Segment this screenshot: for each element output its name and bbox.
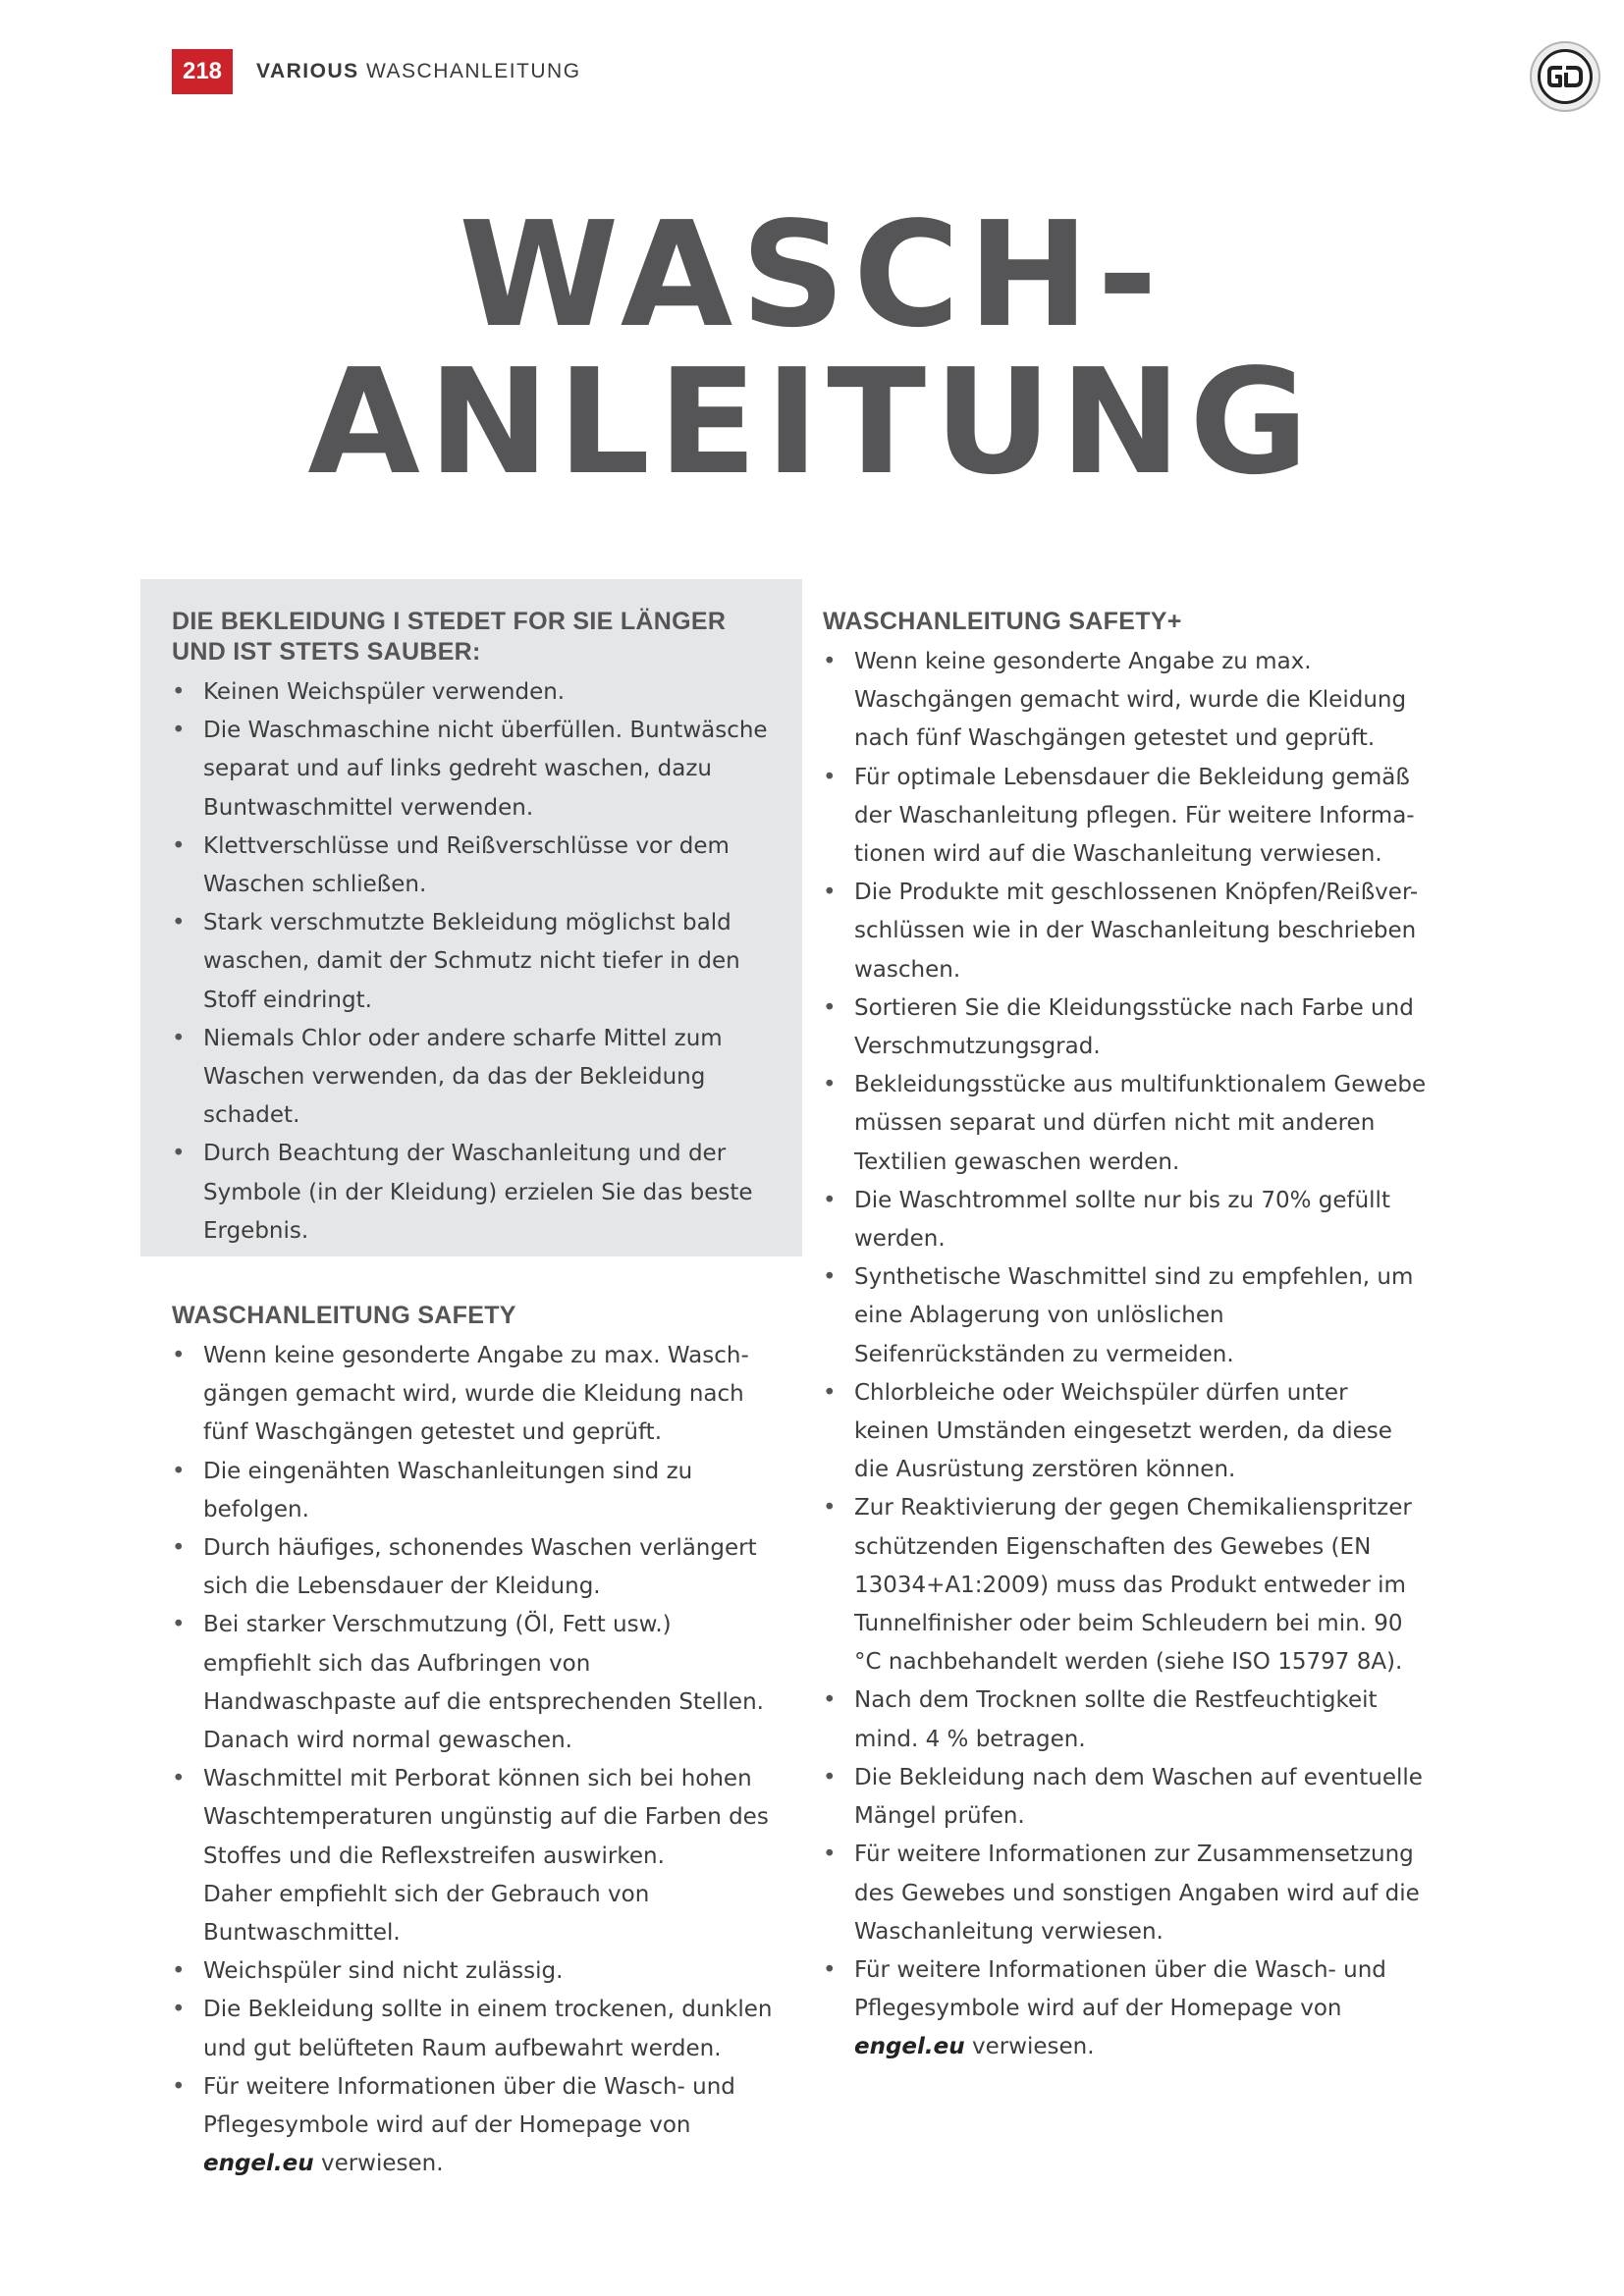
list-item: • Durch häufiges, schonendes Waschen verlängert sich die Lebensdauer der Kleidung.	[172, 1529, 785, 1606]
list-item: • Weichspüler sind nicht zulässig.	[172, 1952, 785, 1991]
logo-emblem-icon	[1538, 49, 1593, 104]
section-label-rest: WASCHANLEITUNG	[365, 60, 581, 82]
list-item: • Durch Beachtung der Waschanleitung und der Symbole (in der Kleidung) erzielen Sie das beste Ergebnis.	[172, 1135, 785, 1251]
care-tips-list	[172, 673, 785, 1251]
page-title	[0, 190, 1624, 507]
list-item	[172, 2068, 785, 2184]
page-number: 218	[172, 49, 233, 94]
care-tips-heading: DIE BEKLEIDUNG I STEDET FOR SIE LÄNGER UND IST STETS SAUBER:	[172, 608, 727, 666]
list-item: • Chlorbleiche oder Weichspüler dürfen unter keinen Umständen eingesetzt werden, da diese die Ausrüstung zerstören können.	[823, 1374, 1427, 1490]
title-line-1: WASCH-	[459, 190, 1165, 359]
list-item: • Für weitere Informationen zur Zusammensetzung des Gewebes und sonstigen Angaben wird auf die Waschanleitung verwiesen.	[823, 1836, 1427, 1951]
list-item: • Klettverschlüsse und Reißverschlüsse vor dem Waschen schließen.	[172, 828, 785, 904]
care-tips-section	[172, 607, 785, 1251]
safety-list	[172, 1337, 785, 2183]
list-item: • Die Waschmaschine nicht überfüllen. Buntwäsche separat und auf links gedreht waschen, dazu Buntwaschmittel verwenden.	[172, 712, 785, 828]
list-item: • Nach dem Trocknen sollte die Restfeuchtigkeit mind. 4 % betragen.	[823, 1682, 1427, 1758]
safety-plus-list	[823, 643, 1427, 2067]
safety-plus-section	[823, 607, 1427, 2067]
list-item: • Niemals Chlor oder andere scharfe Mittel zum Waschen verwenden, da das der Bekleidung schadet.	[172, 1020, 785, 1136]
list-item: • Bei starker Verschmutzung (Öl, Fett usw.) empfiehlt sich das Aufbringen von Handwaschpaste auf die entsprechenden Stellen. Danach wird normal gewaschen.	[172, 1606, 785, 1760]
page-header	[172, 49, 581, 94]
link-suffix: verwiesen.	[313, 2151, 444, 2177]
list-item-text: Für weitere Informationen über die Wasch- und Pflegesymbole wird auf der Homepage von	[854, 1956, 1386, 2022]
list-item: • Für optimale Lebensdauer die Bekleidung gemäß der Waschanleitung pflegen. Für weitere Informa-tionen wird auf die Waschanleitung verwiesen.	[823, 759, 1427, 875]
list-item: • Wenn keine gesonderte Angabe zu max. Wasch-gängen gemacht wird, wurde die Kleidung nach fünf Waschgängen getestet und geprüft.	[172, 1337, 785, 1453]
list-item: • Bekleidungsstücke aus multifunktionalem Gewebe müssen separat und dürfen nicht mit anderen Textilien gewaschen werden.	[823, 1066, 1427, 1182]
list-item: • Stark verschmutzte Bekleidung möglichst bald waschen, damit der Schmutz nicht tiefer in den Stoff eindringt.	[172, 904, 785, 1020]
list-item: • Wenn keine gesonderte Angabe zu max. Waschgängen gemacht wird, wurde die Kleidung nach fünf Waschgängen getestet und geprüft.	[823, 643, 1427, 759]
section-label	[256, 60, 581, 83]
list-item	[823, 1951, 1427, 2067]
list-item-text: Waschmittel mit Perborat können sich bei hohen Waschtemperaturen ungünstig auf die Farben des Stoffes und die Reflexstreifen auswirken.	[203, 1766, 769, 1869]
safety-section	[172, 1301, 785, 2183]
link-suffix: verwiesen.	[964, 2034, 1095, 2060]
list-item: • Die Produkte mit geschlossenen Knöpfen/Reißver-schlüssen wie in der Waschanleitung beschrieben waschen.	[823, 874, 1427, 989]
brand-logo	[1530, 41, 1600, 112]
list-item	[172, 1760, 785, 1952]
safety-heading: WASCHANLEITUNG SAFETY	[172, 1302, 516, 1329]
title-line-2: ANLEITUNG	[307, 338, 1317, 507]
engel-link[interactable]: engel.eu	[203, 2151, 314, 2177]
section-label-bold: VARIOUS	[256, 60, 359, 82]
list-item: • Zur Reaktivierung der gegen Chemikalienspritzer schützenden Eigenschaften des Gewebes (EN 13034+A1:2009) muss das Produkt entweder im Tunnelfinisher oder beim Schleudern bei min. 90 °C nachbehandelt werden (siehe ISO 15797 8A).	[823, 1489, 1427, 1682]
list-item-text: Für weitere Informationen über die Wasch- und Pflegesymbole wird auf der Homepage von	[203, 2073, 735, 2139]
list-item-continuation: Daher empfiehlt sich der Gebrauch von Buntwaschmittel.	[203, 1881, 650, 1947]
list-item: • Die Bekleidung sollte in einem trockenen, dunklen und gut belüfteten Raum aufbewahrt werden.	[172, 1991, 785, 2067]
list-item: • Sortieren Sie die Kleidungsstücke nach Farbe und Verschmutzungsgrad.	[823, 989, 1427, 1066]
list-item: • Die Bekleidung nach dem Waschen auf eventuelle Mängel prüfen.	[823, 1759, 1427, 1836]
list-item: • Synthetische Waschmittel sind zu empfehlen, um eine Ablagerung von unlöslichen Seifenrückständen zu vermeiden.	[823, 1258, 1427, 1374]
list-item: • Die eingenähten Waschanleitungen sind zu befolgen.	[172, 1453, 785, 1529]
engel-link[interactable]: engel.eu	[854, 2034, 965, 2060]
list-item: • Die Waschtrommel sollte nur bis zu 70% gefüllt werden.	[823, 1182, 1427, 1258]
safety-plus-heading: WASCHANLEITUNG SAFETY+	[823, 608, 1182, 635]
list-item: • Keinen Weichspüler verwenden.	[172, 673, 785, 712]
